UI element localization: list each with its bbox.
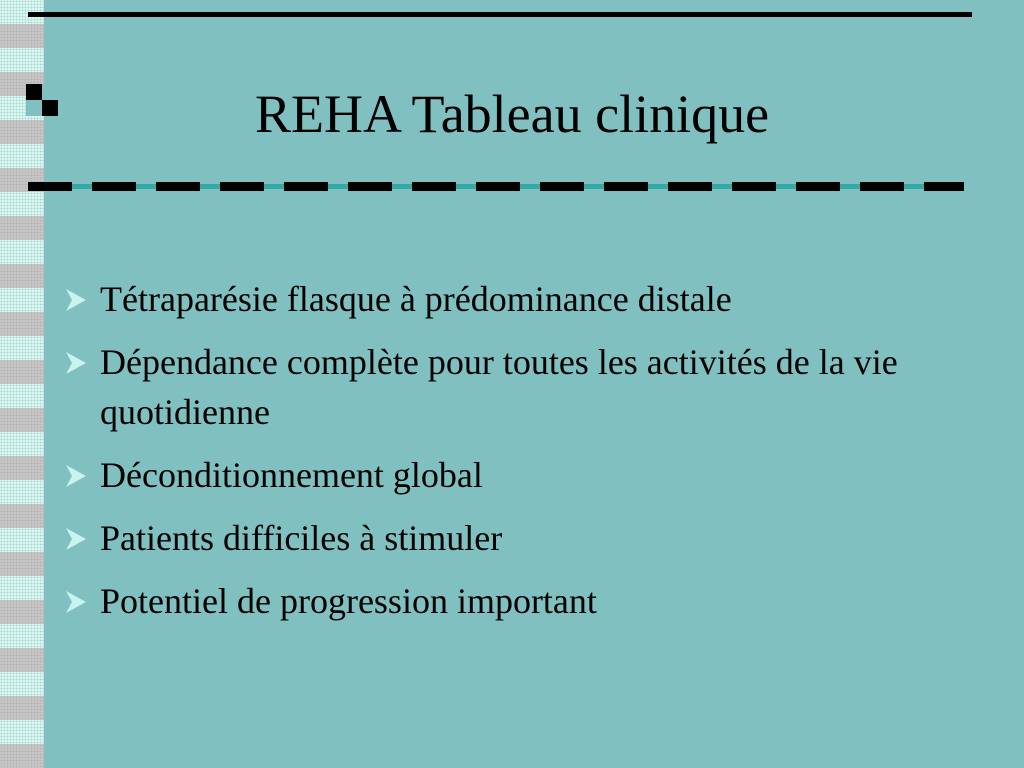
underline-accent-dash <box>584 184 604 189</box>
underline-accent-dash <box>648 184 668 189</box>
underline-dash <box>668 182 712 191</box>
bullet-item <box>62 576 962 626</box>
bullet-item <box>62 337 962 437</box>
slide-title-text: REHA Tableau clinique <box>254 84 770 144</box>
top-rule <box>28 12 972 17</box>
slide-title <box>0 82 1024 146</box>
underline-dash <box>220 182 264 191</box>
arrow-bullet-icon <box>66 289 86 311</box>
underline-dash <box>476 182 520 191</box>
bullet-list <box>62 274 962 639</box>
arrow-bullet-icon <box>66 591 86 613</box>
underline-dash <box>924 182 964 191</box>
underline-accent-dash <box>392 184 412 189</box>
arrow-bullet-icon <box>66 465 86 487</box>
bullet-item <box>62 274 962 324</box>
bullet-item <box>62 513 962 563</box>
underline-dash <box>284 182 328 191</box>
underline-accent-dash <box>264 184 284 189</box>
underline-accent-dash <box>776 184 796 189</box>
underline-accent-dash <box>904 184 924 189</box>
underline-accent-dash <box>456 184 476 189</box>
title-underline <box>28 182 964 191</box>
underline-dash <box>28 182 72 191</box>
underline-dash <box>92 182 136 191</box>
underline-accent-dash <box>520 184 540 189</box>
underline-dash <box>860 182 904 191</box>
underline-accent-dash <box>712 184 732 189</box>
underline-dash <box>156 182 200 191</box>
bullet-text: Potentiel de progression important <box>100 581 597 621</box>
underline-dash <box>540 182 584 191</box>
arrow-bullet-icon <box>66 352 86 374</box>
underline-dash <box>604 182 648 191</box>
underline-accent-dash <box>328 184 348 189</box>
underline-dash <box>348 182 392 191</box>
bullet-text: Dépendance complète pour toutes les activités de la vie quotidienne <box>100 342 898 432</box>
arrow-bullet-icon <box>66 528 86 550</box>
underline-dash <box>796 182 840 191</box>
bullet-text: Déconditionnement global <box>100 455 483 495</box>
underline-accent-dash <box>136 184 156 189</box>
underline-dash <box>412 182 456 191</box>
underline-accent-dash <box>840 184 860 189</box>
underline-accent-dash <box>72 184 92 189</box>
strip-square <box>0 744 44 768</box>
underline-dash <box>732 182 776 191</box>
bullet-item <box>62 450 962 500</box>
bullet-text: Tétraparésie flasque à prédominance distale <box>100 279 732 319</box>
underline-accent-dash <box>200 184 220 189</box>
bullet-text: Patients difficiles à stimuler <box>100 518 503 558</box>
